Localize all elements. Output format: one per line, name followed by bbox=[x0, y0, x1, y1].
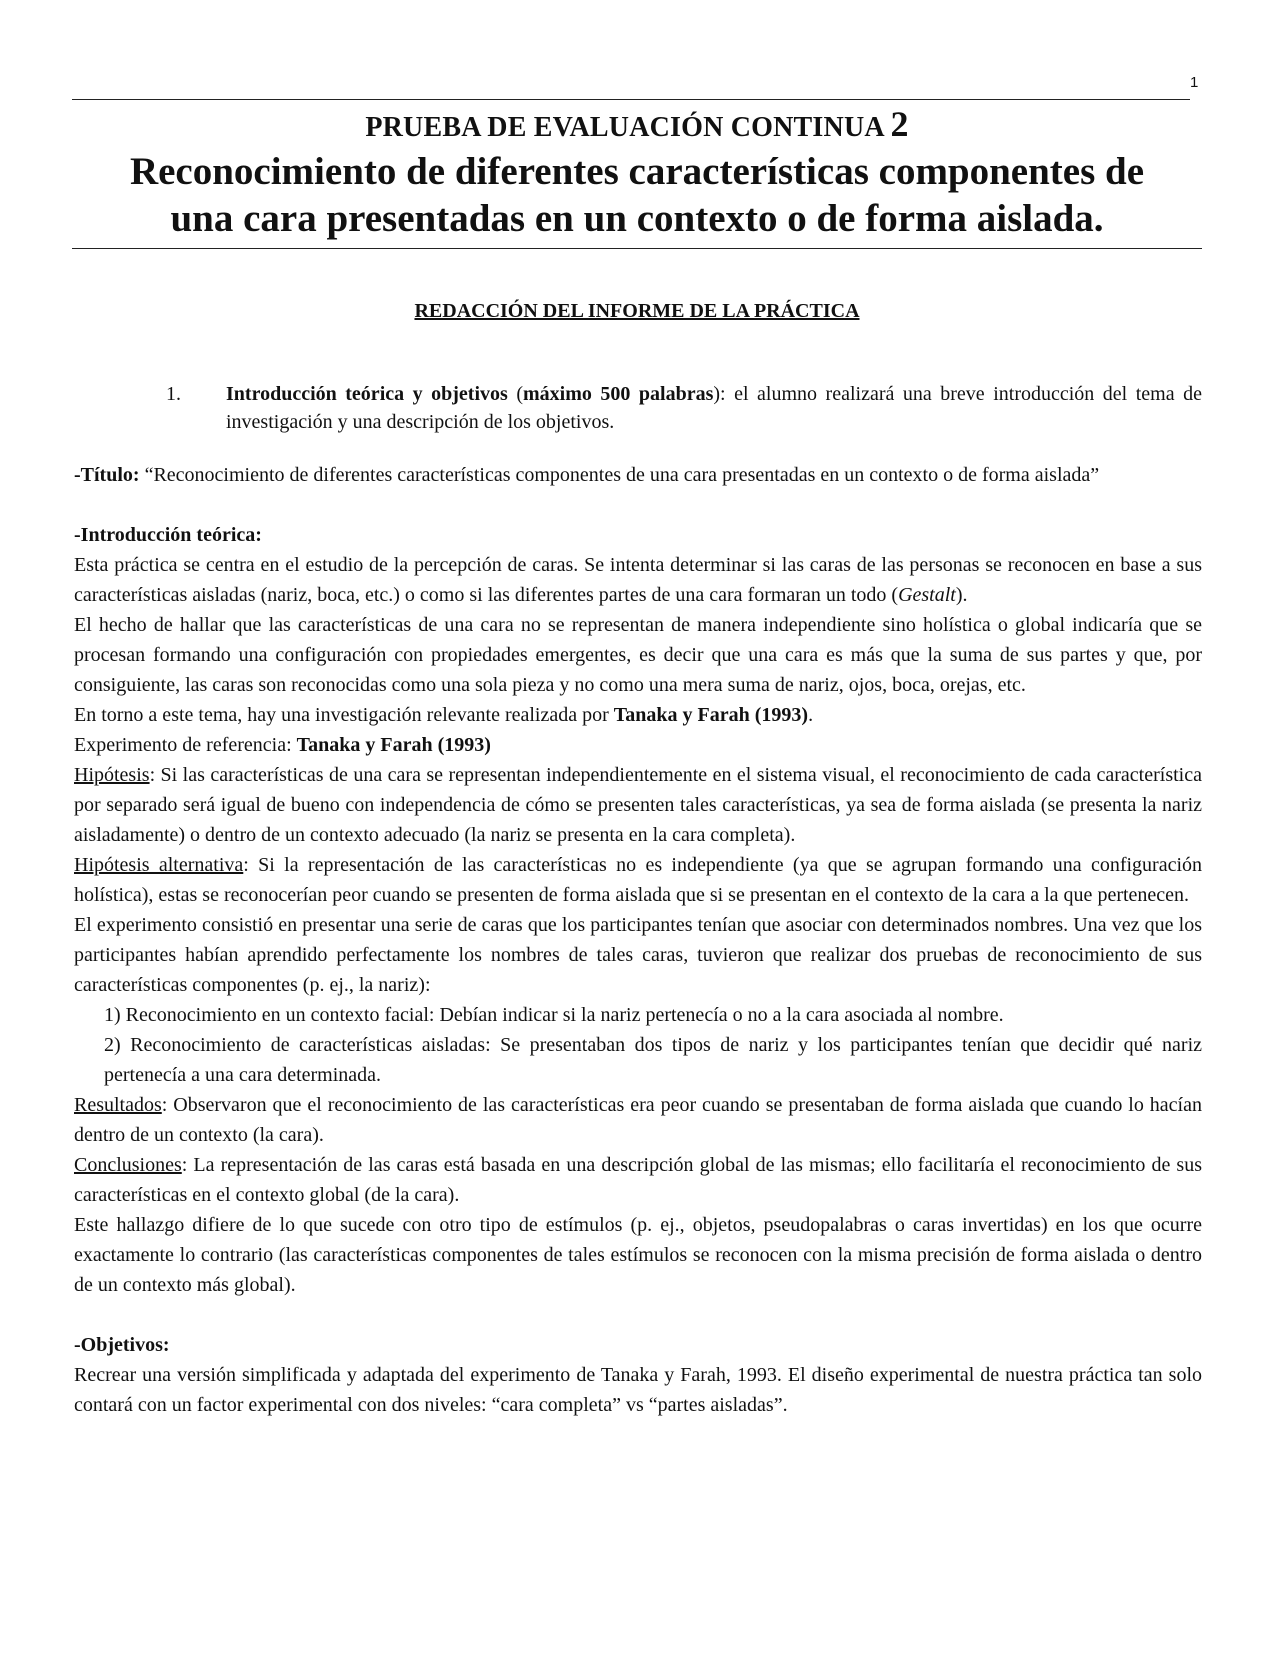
evaluation-title bbox=[72, 104, 1202, 148]
main-title-line-2: una cara presentadas en un contexto o de forma aislada. bbox=[170, 197, 1104, 240]
reference-experiment-label: Experimento de referencia: bbox=[74, 734, 297, 756]
conclusions-text: : La representación de las caras está basada en una descripción global de las mismas; ello facilitaría el reconocimiento de sus características en el contexto global (de la cara). bbox=[74, 1154, 1202, 1206]
intro-heading: -Introducción teórica: bbox=[74, 524, 262, 546]
hypothesis-text: : Si las características de una cara se representan independientemente en el sistema visual, el reconocimiento de cada característica por separado será igual de bueno con independencia de cómo se presenten tales características, ya sea de forma aislada (se presenta la nariz aisladamente) o dentro de un contexto adecuado (la nariz se presenta en la cara completa). bbox=[74, 764, 1202, 846]
conclusions-label: Conclusiones bbox=[74, 1154, 182, 1176]
finding-paragraph: Este hallazgo difiere de lo que sucede con otro tipo de estímulos (p. ej., objetos, pseudopalabras o caras invertidas) en los que ocurre exactamente lo contrario (las características componentes de tales estímulos se reconocen con la misma precisión de forma aislada o dentro de un contexto más global). bbox=[74, 1214, 1202, 1296]
header-top-rule bbox=[72, 99, 1190, 100]
reference-experiment-citation: Tanaka y Farah (1993) bbox=[296, 734, 491, 756]
list-item-1: 1) Reconocimiento en un contexto facial: Debían indicar si la nariz pertenecía o no a la cara asociada al nombre. bbox=[104, 1004, 1004, 1026]
intro-paragraph-1 bbox=[74, 550, 1202, 610]
intro-p3-end: . bbox=[808, 704, 814, 726]
item-bold-label: Introducción teórica y objetivos bbox=[226, 383, 508, 405]
results-label: Resultados bbox=[74, 1094, 162, 1116]
header-bottom-rule bbox=[72, 248, 1202, 249]
intro-paragraph-2: El hecho de hallar que las características de una cara no se representan de manera independiente sino holística o global indicaría que se procesan formando una configuración con propiedades emergentes, es decir que una cara es más que la suma de sus partes y que, por consiguiente, las caras son reconocidas como una sola pieza y no como una mera suma de nariz, ojos, boca, orejas, etc. bbox=[74, 614, 1202, 696]
evaluation-title-text: PRUEBA DE EVALUACIÓN CONTINUA bbox=[365, 112, 884, 143]
spacer bbox=[74, 1300, 1202, 1330]
main-title-line-1: Reconocimiento de diferentes características componentes de bbox=[129, 150, 1145, 193]
results-paragraph bbox=[74, 1090, 1202, 1150]
intro-p3-text: En torno a este tema, hay una investigación relevante realizada por bbox=[74, 704, 614, 726]
section-heading: REDACCIÓN DEL INFORME DE LA PRÁCTICA bbox=[414, 300, 860, 322]
objectives-paragraph: Recrear una versión simplificada y adaptada del experimento de Tanaka y Farah, 1993. El diseño experimental de nuestra práctica tan solo contará con un factor experimental con dos niveles: “cara completa” vs “partes aisladas”. bbox=[74, 1364, 1202, 1416]
evaluation-number: 2 bbox=[890, 104, 909, 144]
alt-hypothesis-text: : Si la representación de las características no es independiente (ya que se agrupan formando una configuración holística), estas se reconocerían peor cuando se presenten de forma aislada que si se presentan en el contexto de la cara a la que pertenecen. bbox=[74, 854, 1203, 906]
alt-hypothesis-label: Hipótesis alternativa bbox=[74, 854, 244, 876]
reference-experiment bbox=[74, 730, 1202, 760]
item-word-limit: máximo 500 palabras bbox=[523, 383, 714, 405]
item-body bbox=[226, 380, 1202, 436]
alt-hypothesis-paragraph bbox=[74, 850, 1202, 910]
titulo-label: -Título: bbox=[74, 464, 140, 486]
intro-paragraph-3 bbox=[74, 700, 1202, 730]
objectives-heading: -Objetivos: bbox=[74, 1334, 170, 1356]
item-paren: ( bbox=[507, 383, 523, 405]
hypothesis-paragraph bbox=[74, 760, 1202, 850]
intro-p1-end: ). bbox=[955, 584, 968, 606]
hypothesis-label: Hipótesis bbox=[74, 764, 150, 786]
item-description: ): el alumno realizará una breve introducción del tema de investigación y una descripción de los objetivos. bbox=[226, 383, 1202, 433]
titulo-paragraph bbox=[74, 460, 1202, 490]
numbered-item-1 bbox=[166, 380, 1202, 436]
list-item-2: 2) Reconocimiento de características aisladas: Se presentaban dos tipos de nariz y los participantes tenían que decidir qué nariz pertenecía a una cara determinada. bbox=[104, 1034, 1202, 1086]
conclusions-paragraph bbox=[74, 1150, 1202, 1210]
results-text: : Observaron que el reconocimiento de las características era peor cuando se presentaban de forma aislada que cuando lo hacían dentro de un contexto (la cara). bbox=[74, 1094, 1202, 1146]
experiment-paragraph: El experimento consistió en presentar una serie de caras que los participantes tenían que asociar con determinados nombres. Una vez que los participantes habían aprendido perfectamente los nombres de tales caras, tuvieron que realizar dos pruebas de reconocimiento de sus características componentes (p. ej., la nariz): bbox=[74, 914, 1202, 996]
page-number: 1 bbox=[1190, 74, 1199, 91]
titulo-text: “Reconocimiento de diferentes características componentes de una cara presentadas en un contexto o de forma aislada” bbox=[139, 464, 1100, 486]
reference-citation: Tanaka y Farah (1993) bbox=[613, 704, 809, 726]
gestalt-term: Gestalt bbox=[898, 584, 956, 606]
intro-p1-text: Esta práctica se centra en el estudio de la percepción de caras. Se intenta determinar si las caras de las personas se reconocen en base a sus características aisladas (nariz, boca, etc.) o como si las diferentes partes de una cara formaran un todo ( bbox=[74, 554, 1202, 606]
spacer bbox=[74, 490, 1202, 520]
item-number: 1. bbox=[166, 383, 181, 405]
document-body bbox=[74, 460, 1202, 1420]
document-header bbox=[72, 104, 1202, 242]
